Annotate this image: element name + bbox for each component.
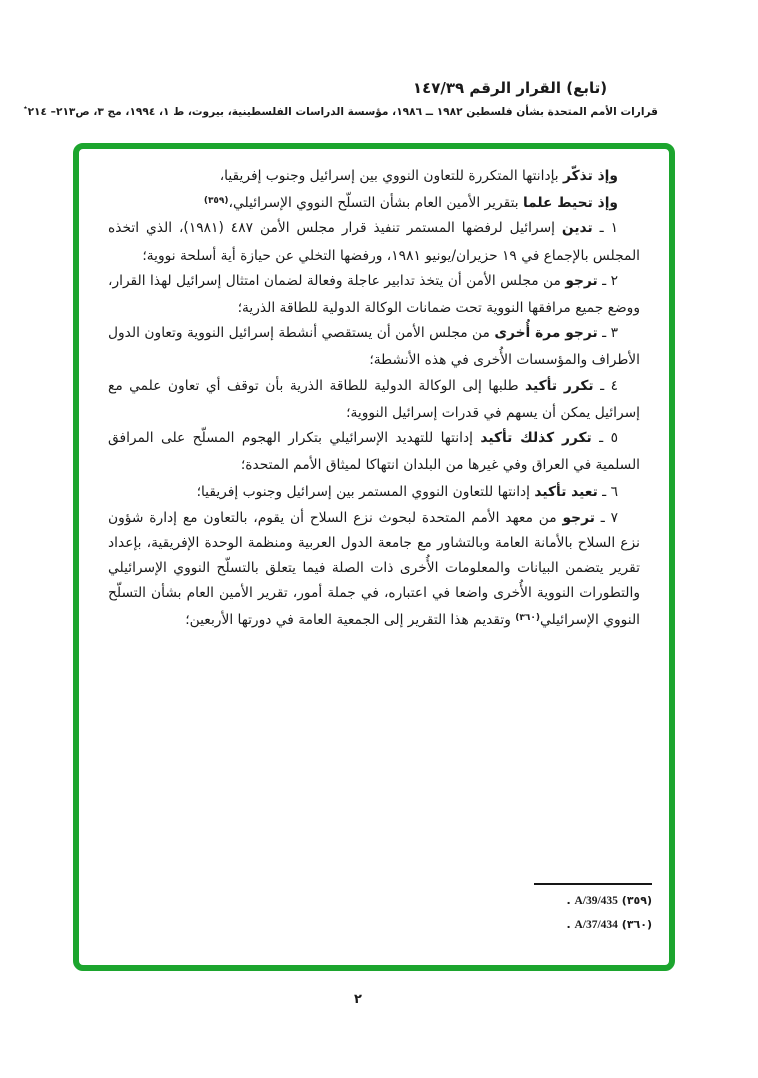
paragraph-lead: تكرر تأكيد [525, 377, 594, 394]
content-frame [73, 143, 675, 971]
paragraph-number: ٣ ـ [597, 325, 618, 342]
footnote-divider [534, 883, 652, 885]
footnote-block [452, 883, 652, 937]
source-citation [23, 103, 658, 118]
footnote-ref: (٣٥٩) [203, 196, 229, 207]
paragraph-number: ٢ ـ [597, 272, 618, 289]
footnote-ref: (٣٦٠) [515, 613, 541, 624]
paragraph-text: بتقرير الأمين العام بشأن التسلّح النووي الإسرائيلي، [228, 195, 523, 212]
paragraph-text: من مجلس الأمن أن يستقصي أنشطة إسرائيل النووية وتعاون الدول الأطراف والمؤسسات الأُخرى في هذه الأنشطة؛ [108, 325, 640, 369]
footnote-item [452, 913, 652, 937]
paragraph-lead: ترجو مرة أُخرى [494, 325, 598, 342]
resolution-paragraph [108, 269, 640, 321]
paragraph-lead: ترجو [562, 509, 595, 526]
paragraph-lead: تكرر كذلك تأكيد [480, 430, 592, 447]
source-citation-text: قرارات الأمم المتحدة بشأن فلسطين ١٩٨٢ ــ ١٩٨٦، مؤسسة الدراسات الفلسطينية، بيروت، ط ١، ١٩٩٤، مج ٣، ص٢١٣– ٢١٤ [27, 106, 658, 118]
resolution-paragraph [108, 216, 640, 268]
paragraph-text: إدانتها للتعاون النووي المستمر بين إسرائيل وجنوب إفريقيا؛ [196, 484, 535, 501]
footnote-period: . [566, 918, 571, 931]
resolution-paragraph [108, 506, 640, 634]
paragraph-lead: وإذ تحيط علما [522, 195, 618, 212]
resolution-paragraph [108, 478, 640, 505]
paragraph-text: من معهد الأمم المتحدة لبحوث نزع السلاح أن يقوم، بالتعاون مع إدارة شؤون نزع السلاح بالأمانة العامة وبالتشاور مع جامعة الدول العربية ومنظمة الوحدة الإفريقية، بإعداد تقرير يتضمن البيانات والمعلومات الأُخرى ذات الصلة فيما يتعلق بالتسلّح النووي الإسرائيلي والتطورات النووية الأُخرى واضعا في اعتباره، في جملة أمور، تقرير الأمين العام بشأن التسلّح النووي الإسرائيلي [108, 509, 640, 629]
paragraph-lead: تعيد تأكيد [534, 484, 598, 501]
footnote-number: (٣٦٠) [621, 918, 652, 931]
resolution-paragraph [108, 321, 640, 373]
page-number: ٢ [354, 992, 362, 1007]
source-ref-mark: ٭ [23, 103, 28, 112]
paragraph-text: طلبها إلى الوكالة الدولية للطاقة الذرية بأن توقف أي تعاون علمي مع إسرائيل يمكن أن يسهم في قدرات إسرائيل النووية؛ [108, 377, 640, 421]
resolution-body [108, 162, 640, 634]
paragraph-text: بإدانتها المتكررة للتعاون النووي بين إسرائيل وجنوب إفريقيا، [219, 168, 564, 184]
resolution-paragraph [108, 374, 640, 426]
paragraph-lead: ترجو [565, 272, 598, 289]
paragraph-tail: وتقديم هذا التقرير إلى الجمعية العامة في دورتها الأربعين؛ [185, 612, 516, 629]
footnote-list [452, 889, 652, 937]
footnote-number: (٣٥٩) [621, 894, 652, 907]
resolution-paragraph [108, 162, 640, 189]
paragraph-text: إدانتها للتهديد الإسرائيلي بتكرار الهجوم المسلّح على المرافق السلمية في العراق وفي غيرها من البلدان انتهاكا لميثاق الأمم المتحدة؛ [108, 430, 640, 474]
paragraph-lead: وإذ تذكّر [563, 168, 618, 184]
paragraph-number: ٥ ـ [591, 430, 618, 447]
footnote-symbol: A/39/435 [574, 895, 618, 907]
footnote-period: . [566, 894, 571, 907]
paragraph-text: من مجلس الأمن أن يتخذ تدابير عاجلة وفعالة لضمان امتثال إسرائيل لهذا القرار، ووضع جميع مرافقها النووية تحت ضمانات الوكالة الدولية للطاقة الذرية؛ [108, 272, 640, 317]
resolution-paragraph [108, 189, 640, 216]
paragraph-text: إسرائيل لرفضها المستمر تنفيذ قرار مجلس الأمن ٤٨٧ (١٩٨١)، الذي اتخذه المجلس بالإجماع في ١٩ حزيران/يونيو ١٩٨١، ورفضها التخلي عن حيازة أية أسلحة نووية؛ [108, 220, 640, 264]
resolution-paragraph [108, 426, 640, 478]
paragraph-number: ٤ ـ [593, 377, 618, 394]
paragraph-number: ٧ ـ [594, 509, 618, 526]
footnote-item [452, 889, 652, 913]
page-title: (تابع) القرار الرقم ١٤٧/٣٩ [412, 79, 608, 97]
paragraph-number: ٦ ـ [597, 484, 618, 501]
paragraph-lead: تدين [561, 220, 593, 237]
paragraph-number: ١ ـ [592, 220, 618, 237]
footnote-symbol: A/37/434 [574, 919, 618, 931]
